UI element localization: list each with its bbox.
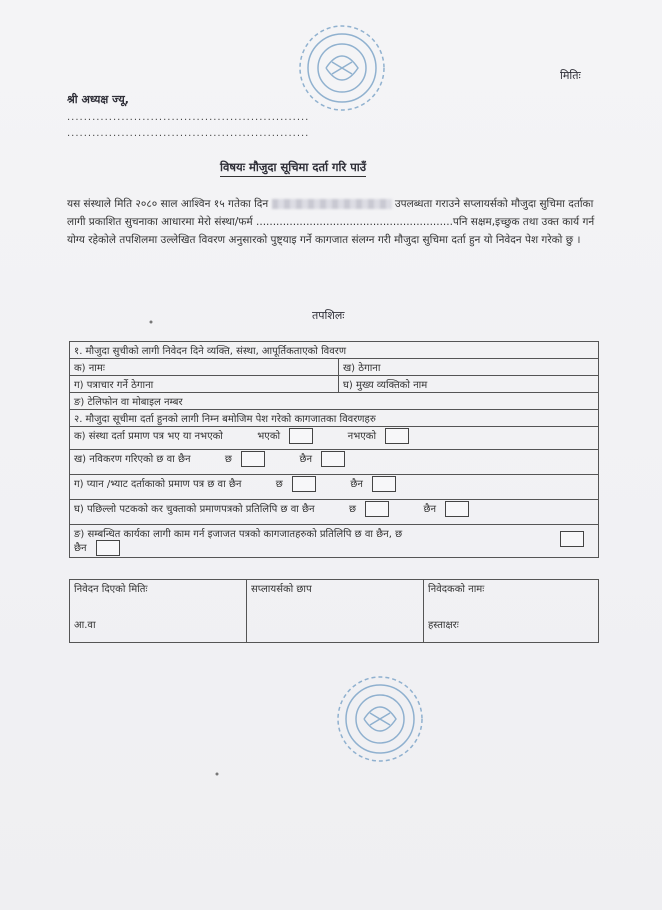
- scan-speck: [148, 318, 154, 326]
- details-table: [69, 341, 599, 558]
- q1-no-checkbox[interactable]: [385, 428, 409, 444]
- signature-label: हस्ताक्षरः: [428, 620, 459, 631]
- q1-no-label: नभएको: [347, 431, 377, 442]
- row-registration: [70, 427, 599, 450]
- details-heading: तपशिलः: [312, 309, 345, 322]
- redacted-text: [272, 199, 392, 209]
- supplier-stamp-cell: [247, 580, 424, 643]
- addressee: श्री अध्यक्ष ज्यू,: [67, 93, 129, 106]
- q3-yes-checkbox[interactable]: [292, 476, 316, 492]
- q2-label: ख) नविकरण गरिएको छ वा छैन: [74, 454, 191, 465]
- row-tax-clearance: [70, 500, 599, 525]
- body-paragraph: [67, 195, 595, 249]
- q2-no-label: छैन: [299, 454, 313, 465]
- q3-no-label: छैन: [350, 479, 363, 490]
- office-seal-bottom: [334, 673, 426, 765]
- applicant-cell: [424, 580, 599, 643]
- q4-no-checkbox[interactable]: [445, 501, 469, 517]
- postal-address-field: ग) पत्राचार गर्ने ठेगाना: [70, 376, 339, 393]
- signature-table: [69, 579, 599, 643]
- body-text-2: उपलब्धता गराउने सप्लायर्सको मौजुदा सुचिमा दर्ताका लागी प्रकाशित सुचनाका आधारमा मेरो संस्था/फर्म: [67, 198, 594, 228]
- office-seal-top: [296, 22, 388, 114]
- q5-no-checkbox[interactable]: [96, 540, 120, 556]
- q3-yes-label: छ: [275, 479, 283, 490]
- q1-yes-checkbox[interactable]: [289, 428, 313, 444]
- q4-label: घ) पछिल्लो पटकको कर चुक्ताको प्रमाणपत्रको प्रतिलिपि छ वा छैन: [74, 504, 315, 515]
- row-renewal: [70, 450, 599, 475]
- q2-no-checkbox[interactable]: [321, 451, 345, 467]
- q5-label: ङ) सम्बन्धित कार्यका लागी काम गर्न इजाजत पत्रको कागजातहरुको प्रतिलिपि छ वा छैन, छ: [74, 529, 403, 540]
- q4-no-label: छैन: [423, 504, 437, 515]
- row-pan-vat: [70, 475, 599, 500]
- address-dotline-2: ..........................................................: [67, 128, 310, 139]
- chief-person-field: घ) मुख्य व्यक्तिको नाम: [339, 376, 599, 393]
- applied-date-cell: [70, 580, 247, 643]
- q1-label: क) संस्था दर्ता प्रमाण पत्र भए या नभएको: [74, 431, 223, 442]
- q1-yes-label: भएको: [257, 431, 281, 442]
- supplier-stamp-label: सप्लायर्सको छाप: [251, 584, 312, 595]
- address-field: ख) ठेगाना: [339, 359, 599, 376]
- applied-date-label: निवेदन दिएको मितिः: [74, 584, 148, 595]
- q4-yes-label: छ: [348, 504, 356, 515]
- q4-yes-checkbox[interactable]: [365, 501, 389, 517]
- q2-yes-label: छ: [224, 454, 232, 465]
- name-field: क) नामः: [70, 359, 339, 376]
- q3-label: ग) प्यान /भ्याट दर्ताकाको प्रमाण पत्र छ वा छैन: [74, 479, 242, 490]
- q3-no-checkbox[interactable]: [372, 476, 396, 492]
- q5-yes-checkbox[interactable]: [560, 531, 584, 547]
- date-label: मितिः: [560, 69, 581, 82]
- section-2-heading: २. मौजुदा सूचीमा दर्ता हुनको लागी निम्न बमोजिम पेश गरेको कागजातका विवरणहरु: [70, 410, 599, 427]
- subject-line: विषयः मौजुदा सूचिमा दर्ता गरि पाउँ: [220, 160, 366, 177]
- fiscal-year-label: आ.वा: [74, 620, 96, 631]
- address-dotline-1: ..........................................................: [67, 112, 310, 123]
- body-text-3: ...........................................................पनि सक्षम,इच्छुक तथा उक्त कार्य गर्न योग्य रहेकोले तपशिलमा उल्लेखित विवरण अनुसारको पुष्ट्याइ गर्ने कागजात संलग्न गरी मौजुदा सुचिमा दर्ता हुन यो निवेदन पेश गरेको छु ।: [67, 216, 595, 246]
- applicant-name-label: निवेदकको नामः: [428, 584, 485, 595]
- q5-no-label: छैन: [74, 543, 87, 554]
- row-license: [70, 525, 599, 558]
- body-text-1: यस संस्थाले मिति २०८० साल आश्विन १५ गतेका दिन: [67, 198, 269, 210]
- section-1-heading: १. मौजुदा सुचीको लागी निवेदन दिने व्यक्ति, संस्था, आपूर्तिकताएको विवरण: [70, 342, 599, 359]
- scan-speck: [214, 770, 220, 778]
- q2-yes-checkbox[interactable]: [241, 451, 265, 467]
- phone-field: ङ) टेलिफोन वा मोबाइल नम्बर: [70, 393, 599, 410]
